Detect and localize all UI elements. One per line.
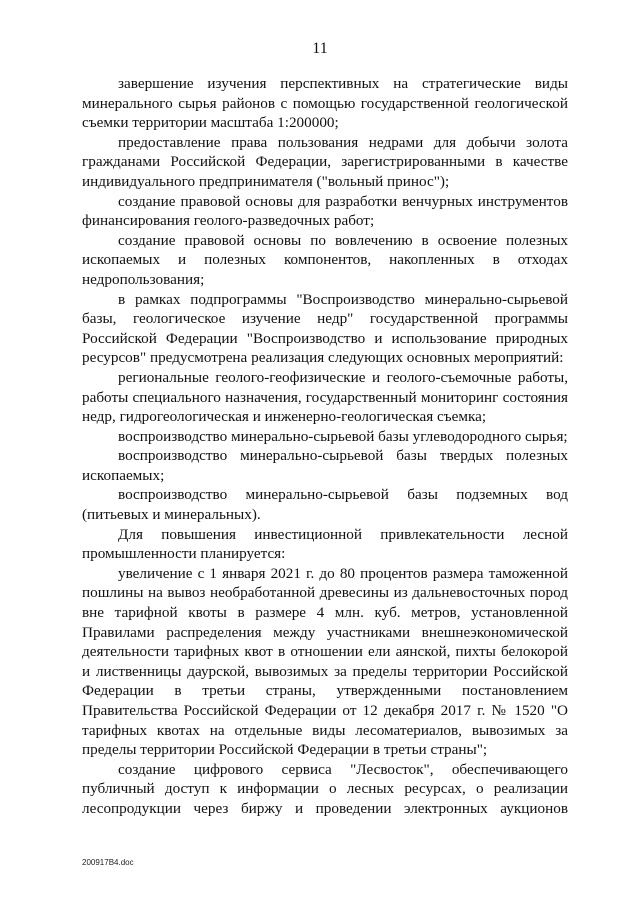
paragraph-customs-duty: увеличение с 1 января 2021 г. до 80 процентов размера таможенной пошлины на вывоз необработанной древесины из дальневосточных пород вне тарифной квоты в размере 4 млн. куб. метров, установленной Правилами распределения между участниками внешнеэкономической деятельности тарифных квот в отношении ели аянской, пихты белокорой и лиственницы даурской, вывозимых за пределы территории Российской Федерации в третьи страны, утвержденными постановлением Правительства Российской Федерации от 12 декабря 2017 г. № 1520 "О тарифных квотах на отдельные виды лесоматериалов, вывозимых за пределы территории Российской Федерации в третьи страны"; xyxy=(82,564,568,759)
paragraph-groundwater-base: воспроизводство минерально-сырьевой базы подземных вод (питьевых и минеральных). xyxy=(82,486,568,524)
paragraph-forest-investment: Для повышения инвестиционной привлекательности лесной промышленности планируется: xyxy=(82,525,568,563)
document-footer-code: 200917В4.doc xyxy=(82,858,134,867)
paragraph-venture-financing: создание правовой основы для разработки венчурных инструментов финансирования геолого-разведочных работ; xyxy=(82,192,568,230)
paragraph-regional-works: региональные геолого-геофизические и геолого-съемочные работы, работы специального назначения, государственный мониторинг состояния недр, гидрогеологическая и инженерно-геологическая съемка; xyxy=(82,368,568,426)
paragraph-geological-survey: завершение изучения перспективных на стратегические виды минерального сырья районов с помощью государственной геологической съемки территории масштаба 1:200000; xyxy=(82,75,568,132)
paragraph-lesvostok-service: создание цифрового сервиса "Лесвосток", обеспечивающего публичный доступ к информации о лесных ресурсах, о реализации лесопродукции через биржу и проведении электронных аукционов xyxy=(82,760,568,817)
paragraph-subprogram: в рамках подпрограммы "Воспроизводство минерально-сырьевой базы, геологическое изучение недр" государственной программы Российской Федерации "Воспроизводство и использование природных ресурсов" предусмотрена реализация следующих основных мероприятий: xyxy=(82,290,568,367)
paragraph-waste-involvement: создание правовой основы по вовлечению в освоение полезных ископаемых и полезных компонентов, накопленных в отходах недропользования; xyxy=(82,231,568,288)
paragraph-solid-minerals-base: воспроизводство минерально-сырьевой базы твердых полезных ископаемых; xyxy=(82,447,568,484)
paragraph-hydrocarbon-base: воспроизводство минерально-сырьевой базы углеводородного сырья; xyxy=(118,427,568,445)
paragraph-gold-mining-right: предоставление права пользования недрами для добычи золота гражданами Российской Федерации, зарегистрированными в качестве индивидуального предпринимателя ("вольный принос"); xyxy=(82,133,568,190)
page-number: 11 xyxy=(312,40,328,57)
document-body xyxy=(82,74,568,819)
